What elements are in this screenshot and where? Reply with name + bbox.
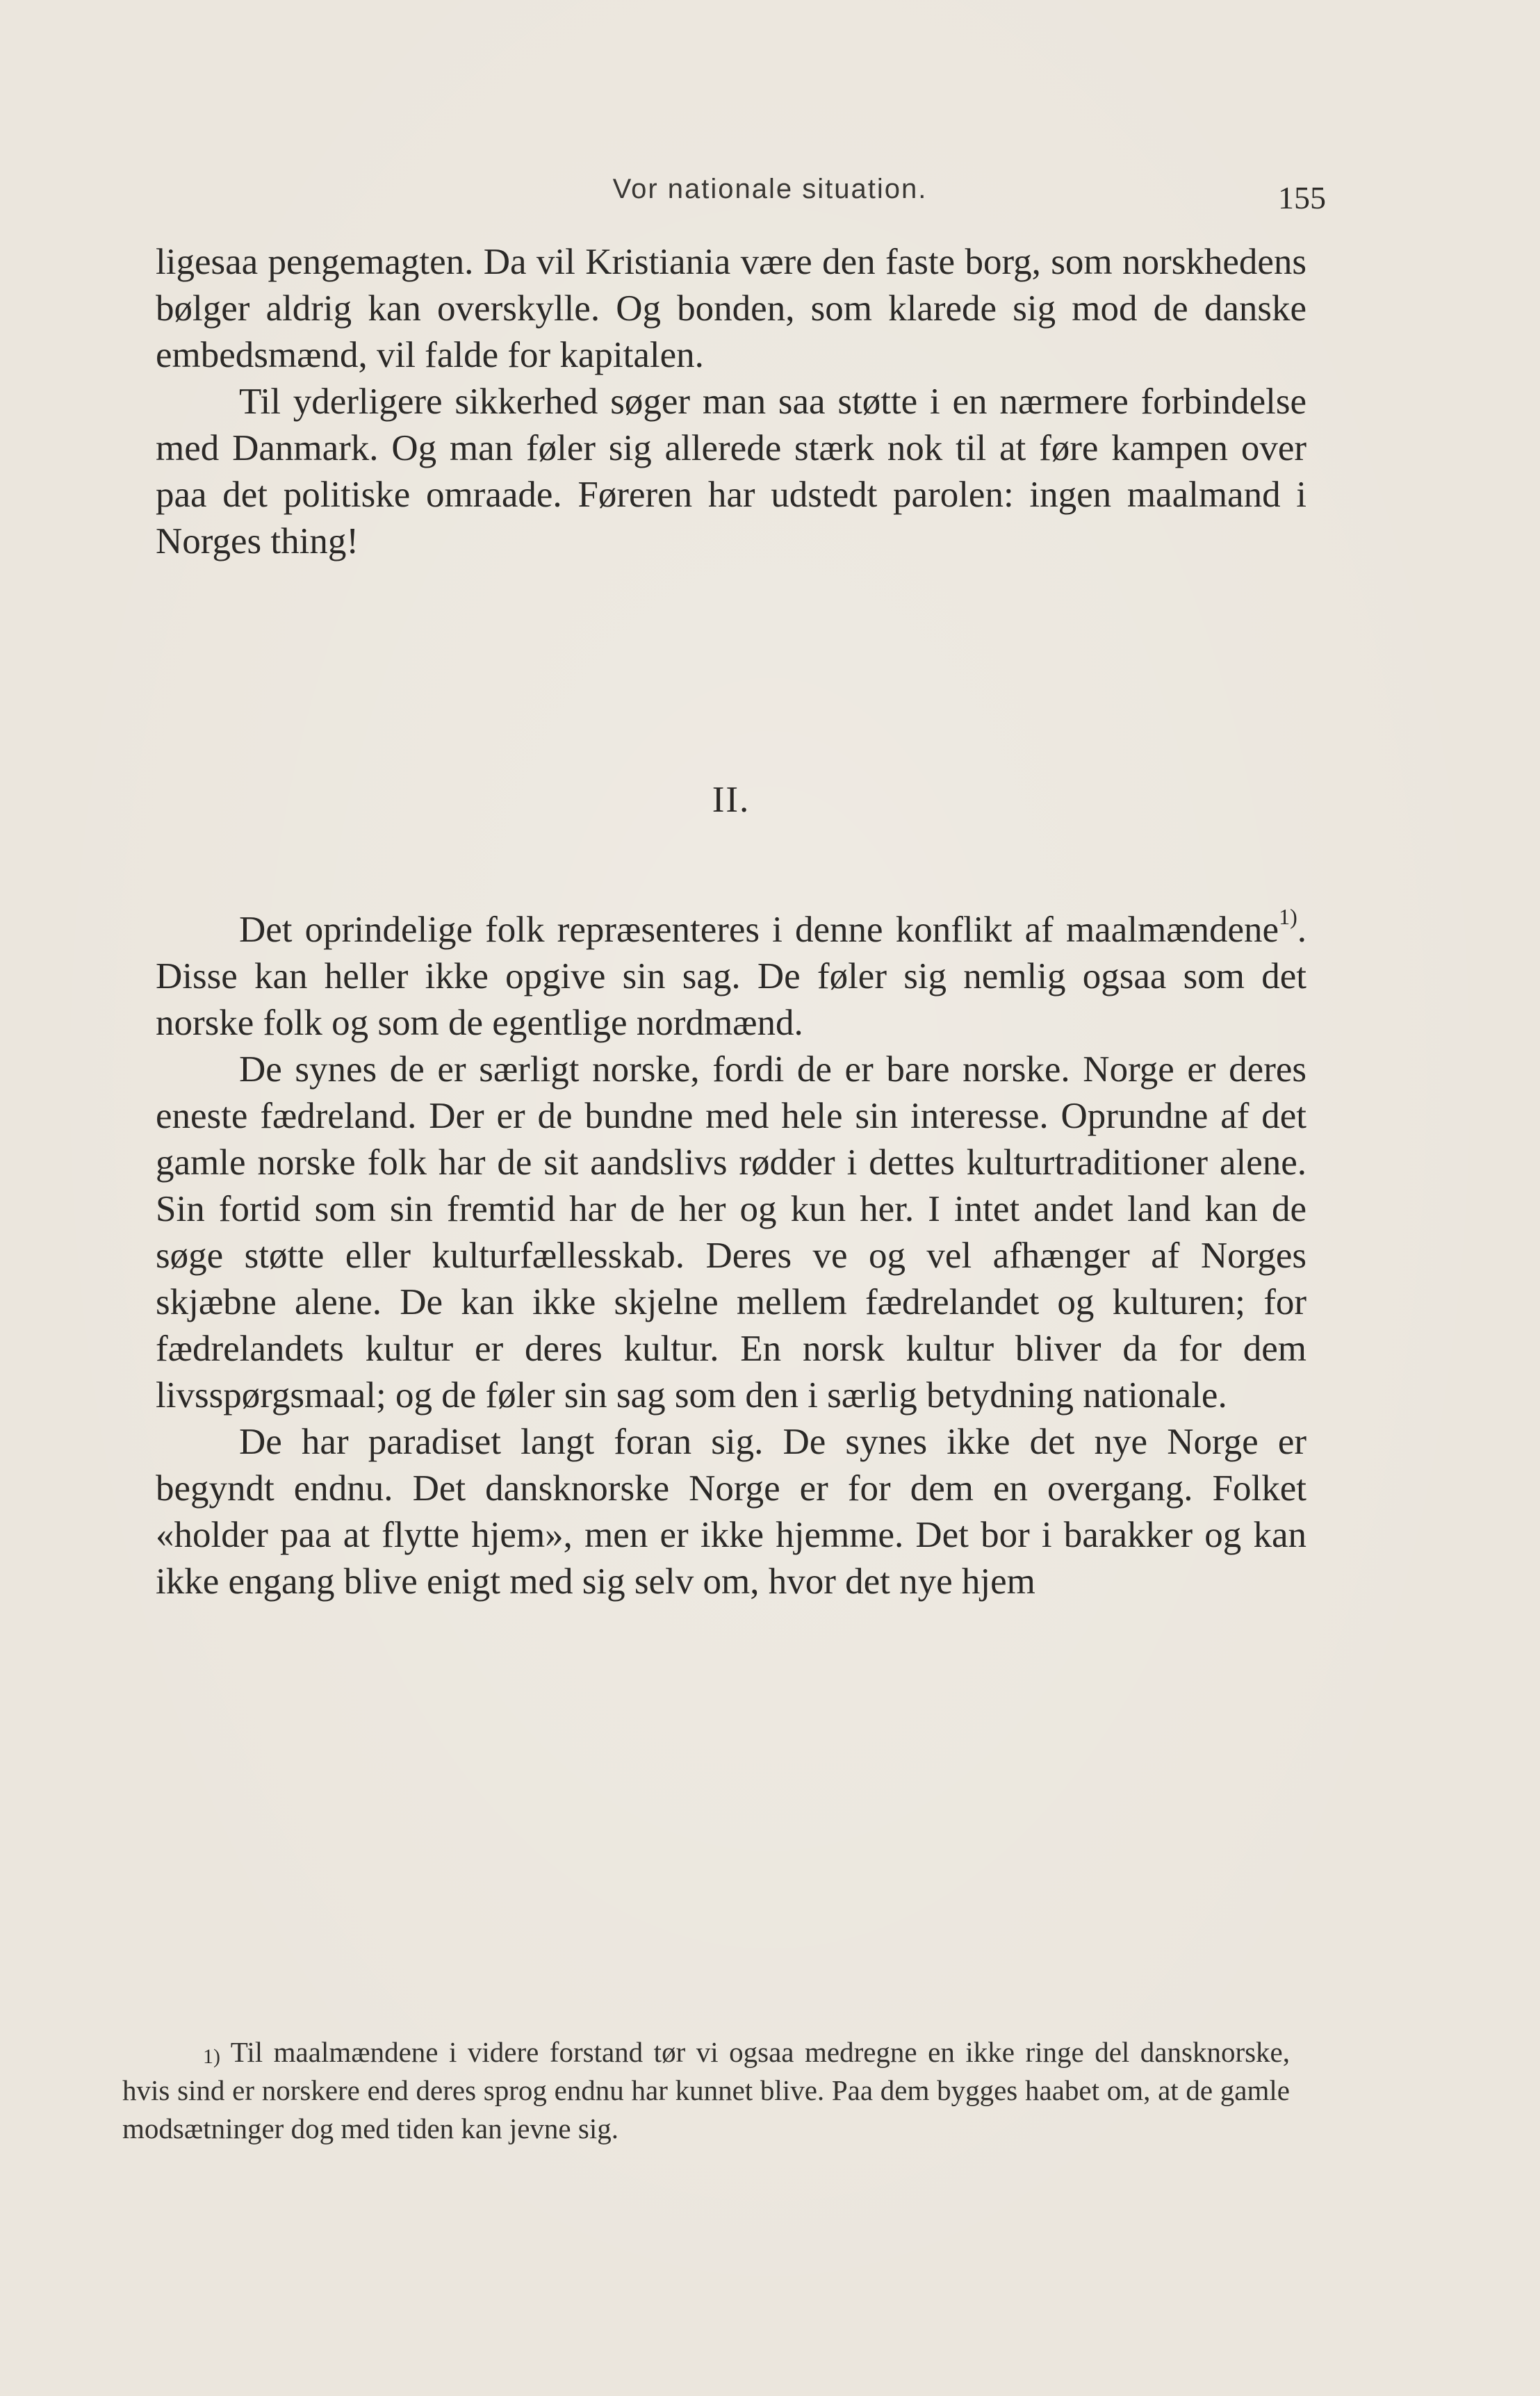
paragraph: Til yderligere sikkerhed søger man saa støtte i en nærmere forbindelse med Danmark. Og man føler sig allerede stærk nok til at føre kampen over paa det politiske omraade. Føreren har udstedt parolen: ingen maalmand i Norges thing! [156,381,1306,561]
running-head: Vor nationale situation. [612,174,928,204]
paragraph: De har paradiset langt foran sig. De synes ikke det nye Norge er begyndt endnu. Det dansknorske Norge er for dem en overgang. Folket «holder paa at flytte hjem», men er ikke hjemme. Det bor i barakker og kan ikke engang blive enigt med sig selv om, hvor det nye hjem [156,1422,1306,1602]
footnote-text: Til maalmændene i videre forstand tør vi ogsaa medregne en ikke ringe del dansknorske, hvis sind er norskere end deres sprog endnu har kunnet blive. Paa dem bygges haabet om, at de gamle modsætninger dog med tiden kan jevne sig. [122,2036,1290,2144]
paragraph-continuation: ligesaa pengemagten. Da vil Kristiania være den faste borg, som norskhedens bølger aldrig kan overskylle. Og bonden, som klarede sig mod de danske embedsmænd, vil falde for kapitalen. [156,242,1306,375]
spacer [156,565,1306,777]
paragraph-text: Det oprindelige folk repræsenteres i denne konflikt af maalmændene [239,910,1279,950]
main-text [156,239,1306,1605]
page-number: 155 [1278,180,1326,215]
footnote [122,2033,1290,2148]
paragraph [156,904,1306,1047]
spacer [156,823,1306,907]
footnote-paragraph [122,2033,1290,2148]
footnote-reference: 1) [1279,904,1297,929]
paragraph: De synes de er særligt norske, fordi de er bare norske. Norge er deres eneste fædreland. Der er de bundne med hele sin interesse. Oprundne af det gamle norske folk har de sit aandslivs rødder i dettes kulturtraditioner alene. Sin fortid som sin fremtid har de her og kun her. I intet andet land kan de søge støtte eller kulturfællesskab. Deres ve og vel afhænger af Norges skjæbne alene. De kan ikke skjelne mellem fædrelandet og kulturen; for fædrelandets kultur er deres kultur. En norsk kultur bliver da for dem livsspørgsmaal; og de føler sin sag som den i særlig betydning nationale. [156,1049,1306,1416]
section-heading: II. [712,780,751,820]
paragraph-text: . Disse kan heller ikke opgive sin sag. De føler sig nemlig ogsaa som det norske folk og som de egentlige nordmænd. [156,910,1306,1043]
footnote-mark: 1) [203,2045,220,2068]
page-header [0,174,1540,215]
